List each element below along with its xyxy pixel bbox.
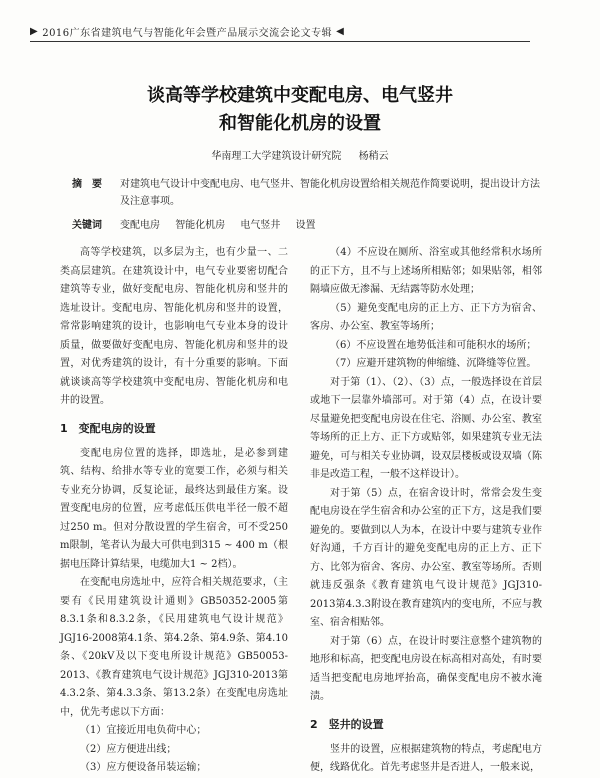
abstract-block bbox=[72, 176, 542, 234]
intro-paragraph: 高等学校建筑，以多层为主，也有少量一、二类高层建筑。在建筑设计中，电气专业要密切配合建筑等专业，做好变配电房、智能化机房和竖井的选址设计。变配电房、智能化机房和竖井的设置，常常影响建筑的设计，也影响电气专业本身的设计质量，做要做好变配电房、智能化机房和竖井的设置，对优秀建筑的设计，有十分重要的影响。下面就谈谈高等学校建筑中变配电房、智能化机房和电井的设置。 bbox=[60, 247, 288, 406]
keyword: 设置 bbox=[295, 220, 316, 231]
list-item: （5）避免变配电房的正上方、正下方为宿舍、客房、办公室、教室等场所； bbox=[310, 302, 542, 332]
paragraph: 对于第（6）点，在设计时要注意整个建筑物的地形和标高，把变配电房设在标高相对高处，有时要适当把变配电房地坪抬高，确保变配电房不被水淹渍。 bbox=[310, 635, 542, 702]
author: 杨稍云 bbox=[358, 151, 389, 162]
paragraph: 在变配电房选址中，应符合相关规范要求，（主要有《民用建筑设计通则》GB50352-2005第8.3.1条和8.3.2条，《民用建筑电气设计规范》JGJ16-2008第4.1条、第4.2条、第4.9条、第4.10条、《20kV及以下变电所设计规范》GB50053-2013、《教育建筑电气设计规范》JGJ310-2013第4.3.2条、第4.3.3条、第13.2条）在变配电房选址中，优先考虑以下方面： bbox=[60, 577, 288, 718]
keyword: 电气竖井 bbox=[240, 220, 281, 231]
title-line-2: 和智能化机房的设置 bbox=[219, 113, 381, 134]
affiliation: 华南理工大学建筑设计研究院 bbox=[211, 151, 342, 162]
list-item: （3）应方便设备吊装运输； bbox=[80, 762, 207, 773]
paragraph: 对于第（5）点，在宿舍设计时，常常会发生变配电房设在学生宿舍和办公室的正下方，这是我们要避免的。要做到以人为本，在设计中要与建筑专业作好沟通，千方百计的避免变配电房的正上方、正下方、比邻为宿舍、客房、办公室、教室等场所。否则就违反强条《教育建筑电气设计规范》JGJ310-2013第4.3.3附设在教育建筑内的变电所，不应与教室、宿舍相贴邻。 bbox=[310, 487, 542, 628]
running-header bbox=[30, 22, 530, 40]
list-item: （2）应方便进出线； bbox=[80, 743, 177, 755]
keyword: 变配电房 bbox=[120, 220, 160, 231]
abstract-row bbox=[72, 176, 542, 210]
list-item: （7）应避开建筑物的伸缩缝、沉降缝等位置。 bbox=[330, 358, 537, 369]
right-column bbox=[310, 244, 542, 778]
abstract-text: 对建筑电气设计中变配电房、电气竖井、智能化机房设置给相关规范作简要说明，提出设计方法及注意事项。 bbox=[120, 179, 540, 207]
paragraph: 对于第（1）、（2）、（3）点，一般选择设在首层或地下一层靠外墙部可。对于第（4）点，在设计要尽量避免把变配电房设在住宅、浴厕、办公室、教室等场所的正上方、正下方或贴邻，如果建筑专业无法避免，可与相关专业协调，设双层楼板或设双墙（陈非是改造工程，一般不这样设计）。 bbox=[310, 376, 542, 480]
header-journal-text: 2016广东省建筑电气与智能化年会暨产品展示交流会论文专辑 bbox=[42, 27, 333, 39]
title-line-1: 谈高等学校建筑中变配电房、电气竖井 bbox=[147, 85, 453, 106]
section-2-heading: 2 竖井的设置 bbox=[310, 717, 384, 731]
byline bbox=[0, 147, 600, 162]
article-title bbox=[0, 82, 600, 138]
list-item: （1）宜接近用电负荷中心； bbox=[80, 725, 207, 736]
keyword: 智能化机房 bbox=[175, 220, 226, 231]
header-rule bbox=[30, 41, 530, 42]
header-tail-arrow: ◀ bbox=[336, 25, 345, 37]
paragraph: 变配电房位置的选择，即选址，是必参到建筑、结构、给排水等专业的宽要工作，必须与相关专业充分协调，反复论证，最终达到最佳方案。设置变配电房的位置，应考虑低压供电半径一般不超过250 m。但对分散设置的学生宿舍，可不受250 m限制，笔者认为最大可供电到315 ~ 400 m（根据电压降计算结果，电缆加大1 ~ 2档）。 bbox=[60, 447, 288, 570]
keywords-label: 关键词 bbox=[72, 220, 102, 231]
keywords-list bbox=[120, 217, 328, 234]
section-1-heading: 1 变配电房的设置 bbox=[60, 421, 156, 435]
list-item: （6）不应设置在地势低洼和可能积水的场所； bbox=[330, 339, 537, 351]
abstract-label: 摘 要 bbox=[72, 179, 102, 190]
list-item: （4）不应设在厕所、浴室或其他经常积水场所的正下方，且不与上述场所相贴邻；如果贴邻，相邻隔墙应做无渗漏、无结露等防水处理； bbox=[310, 247, 542, 295]
paragraph: 竖井的设置，应根据建筑物的特点，考虑配电方便，线路优化。首先考虑竖井是否进人，一般来说， bbox=[310, 743, 542, 773]
keywords-row bbox=[72, 217, 542, 234]
header-arrow: ▶ bbox=[30, 25, 39, 37]
left-column bbox=[60, 244, 288, 778]
